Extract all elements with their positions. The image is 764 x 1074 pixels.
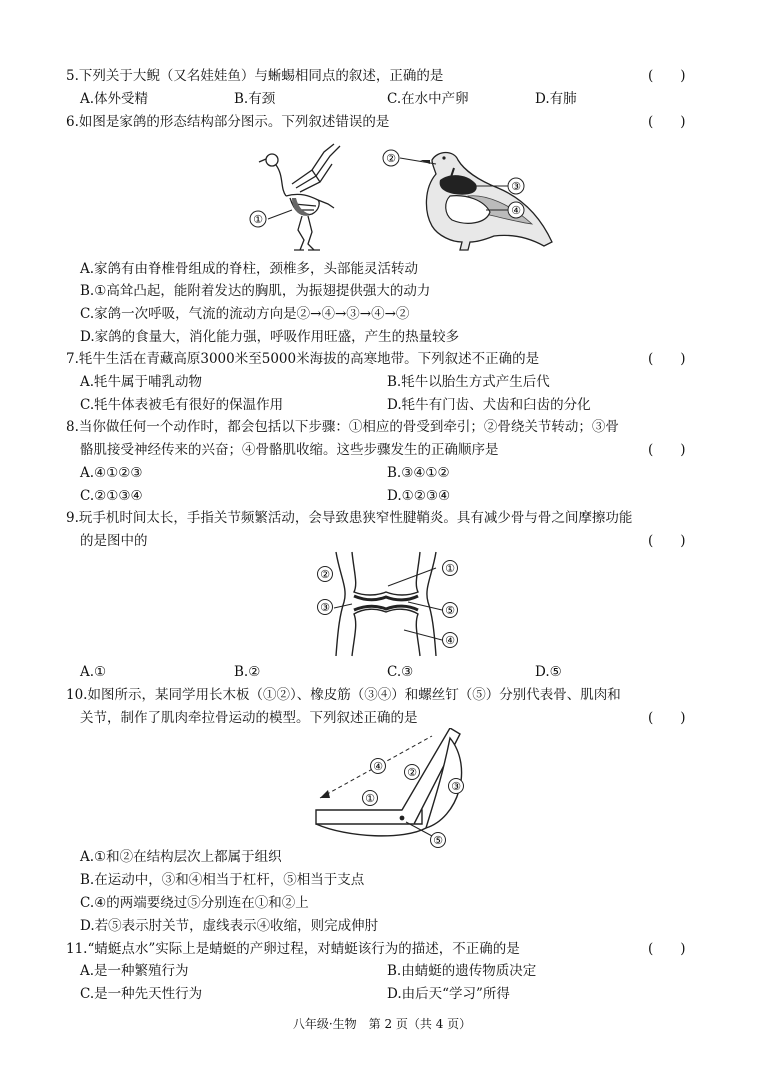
q10-option-b: B.在运动中，③和④相当于杠杆，⑤相当于支点 — [80, 872, 365, 888]
label-2: ② — [407, 766, 417, 779]
q11-option-b: B.由蜻蜓的遗传物质决定 — [387, 963, 537, 979]
screw-5 — [400, 816, 405, 821]
q7-option-a: A.牦牛属于哺乳动物 — [80, 374, 203, 390]
label-5: ⑤ — [445, 604, 455, 617]
q10-option-c: C.④的两端要绕过⑤分别连在①和②上 — [80, 895, 309, 911]
label-1: ① — [365, 792, 375, 805]
q7-option-b: B.牦牛以胎生方式产生后代 — [387, 374, 550, 390]
q9-joint-figure — [308, 550, 468, 660]
page-footer: 八年级·生物 第 2 页（共 4 页） — [292, 1017, 472, 1031]
pigeon-skeleton — [259, 144, 340, 250]
joint-capsule — [336, 552, 345, 656]
q6-stem: 6.如图是家鸽的形态结构部分图示。下列叙述错误的是 — [66, 114, 390, 130]
q7-stem: 7.牦牛生活在青藏高原3000米至5000米海拔的高寒地带。下列叙述不正确的是 — [66, 351, 540, 367]
pigeon-keel — [292, 198, 310, 215]
q5-stem: 5.下列关于大鲵（又名娃娃鱼）与蜥蜴相同点的叙述，正确的是 — [66, 68, 444, 84]
label-3: ③ — [451, 780, 461, 793]
q10-stem-line1: 10.如图所示，某同学用长木板（①②）、橡皮筋（③④）和螺丝钉（⑤）分别代表骨、肌肉和 — [66, 687, 621, 703]
q6-option-c: C.家鸽一次呼吸，气流的流动方向是②→④→③→④→② — [80, 306, 410, 322]
q10-answer-bracket[interactable]: ( ) — [648, 710, 686, 726]
label-5: ⑤ — [433, 834, 443, 847]
q11-option-c: C.是一种先天性行为 — [80, 986, 203, 1002]
label-2: ② — [386, 152, 396, 165]
q9-option-a: A.① — [80, 664, 107, 680]
q7-option-d: D.牦牛有门齿、犬齿和臼齿的分化 — [387, 397, 591, 413]
q10-option-d: D.若⑤表示肘关节，虚线表示④收缩，则完成伸肘 — [80, 918, 379, 934]
q6-option-d: D.家鸽的食量大，消化能力强，呼吸作用旺盛，产生的热量较多 — [80, 329, 460, 345]
rubber-band-4 — [316, 824, 426, 836]
q8-option-d: D.①②③④ — [387, 488, 451, 504]
q9-stem-line1: 9.玩手机时间太长，手指关节频繁活动，会导致患狭窄性腱鞘炎。具有减少骨与骨之间摩擦功能 — [66, 510, 633, 526]
label-1: ① — [445, 562, 455, 575]
q8-option-a: A.④①②③ — [80, 465, 143, 481]
q9-answer-bracket[interactable]: ( ) — [648, 533, 686, 549]
q8-option-b: B.③④①② — [387, 465, 450, 481]
q5-answer-bracket[interactable]: ( ) — [648, 68, 686, 84]
label-4: ④ — [511, 204, 521, 217]
q10-option-a: A.①和②在结构层次上都属于组织 — [80, 849, 282, 865]
lower-bone — [352, 609, 420, 656]
q6-answer-bracket[interactable]: ( ) — [648, 114, 686, 130]
q5-option-a: A.体外受精 — [80, 91, 149, 107]
q8-stem-line2: 骼肌接受神经传来的兴奋；④骨骼肌收缩。这些步骤发生的正确顺序是 — [80, 442, 499, 458]
q8-stem-line1: 8.当你做任何一个动作时，都会包括以下步骤：①相应的骨受到牵引；②骨绕关节转动；③骨 — [66, 419, 619, 435]
q9-option-b: B.② — [234, 664, 261, 680]
q6-option-a: A.家鸽有由脊椎骨组成的脊柱，颈椎多，头部能灵活转动 — [80, 261, 419, 277]
q6-pigeon-figure — [240, 138, 560, 256]
q11-stem: 11.“蜻蜓点水”实际上是蜻蜓的产卵过程，对蜻蜓该行为的描述，不正确的是 — [66, 941, 520, 957]
q11-option-d: D.由后天“学习”所得 — [387, 986, 510, 1002]
q11-answer-bracket[interactable]: ( ) — [648, 941, 686, 957]
q9-option-d: D.⑤ — [535, 664, 562, 680]
label-3: ③ — [511, 180, 521, 193]
label-2: ② — [320, 568, 330, 581]
q8-option-c: C.②①③④ — [80, 488, 143, 504]
q7-answer-bracket[interactable]: ( ) — [648, 351, 686, 367]
q10-lever-model-figure — [308, 728, 478, 850]
q5-option-d: D.有肺 — [535, 91, 577, 107]
q5-option-b: B.有颈 — [234, 91, 276, 107]
q9-option-c: C.③ — [387, 664, 414, 680]
q10-stem-line2: 关节，制作了肌肉牵拉骨运动的模型。下列叙述正确的是 — [80, 710, 418, 726]
label-1: ① — [253, 213, 263, 226]
q9-stem-line2: 的是图中的 — [80, 533, 148, 549]
q5-option-c: C.在水中产卵 — [387, 91, 469, 107]
q6-option-b: B.①高耸凸起，能附着发达的胸肌，为振翅提供强大的动力 — [80, 283, 431, 299]
q11-option-a: A.是一种繁殖行为 — [80, 963, 189, 979]
upper-bone — [352, 552, 420, 595]
joint-cartilage — [354, 596, 418, 600]
q8-answer-bracket[interactable]: ( ) — [648, 442, 686, 458]
label-3: ③ — [320, 601, 330, 614]
label-4: ④ — [373, 760, 383, 773]
q7-option-c: C.牦牛体表被毛有很好的保温作用 — [80, 397, 284, 413]
label-4: ④ — [445, 634, 455, 647]
